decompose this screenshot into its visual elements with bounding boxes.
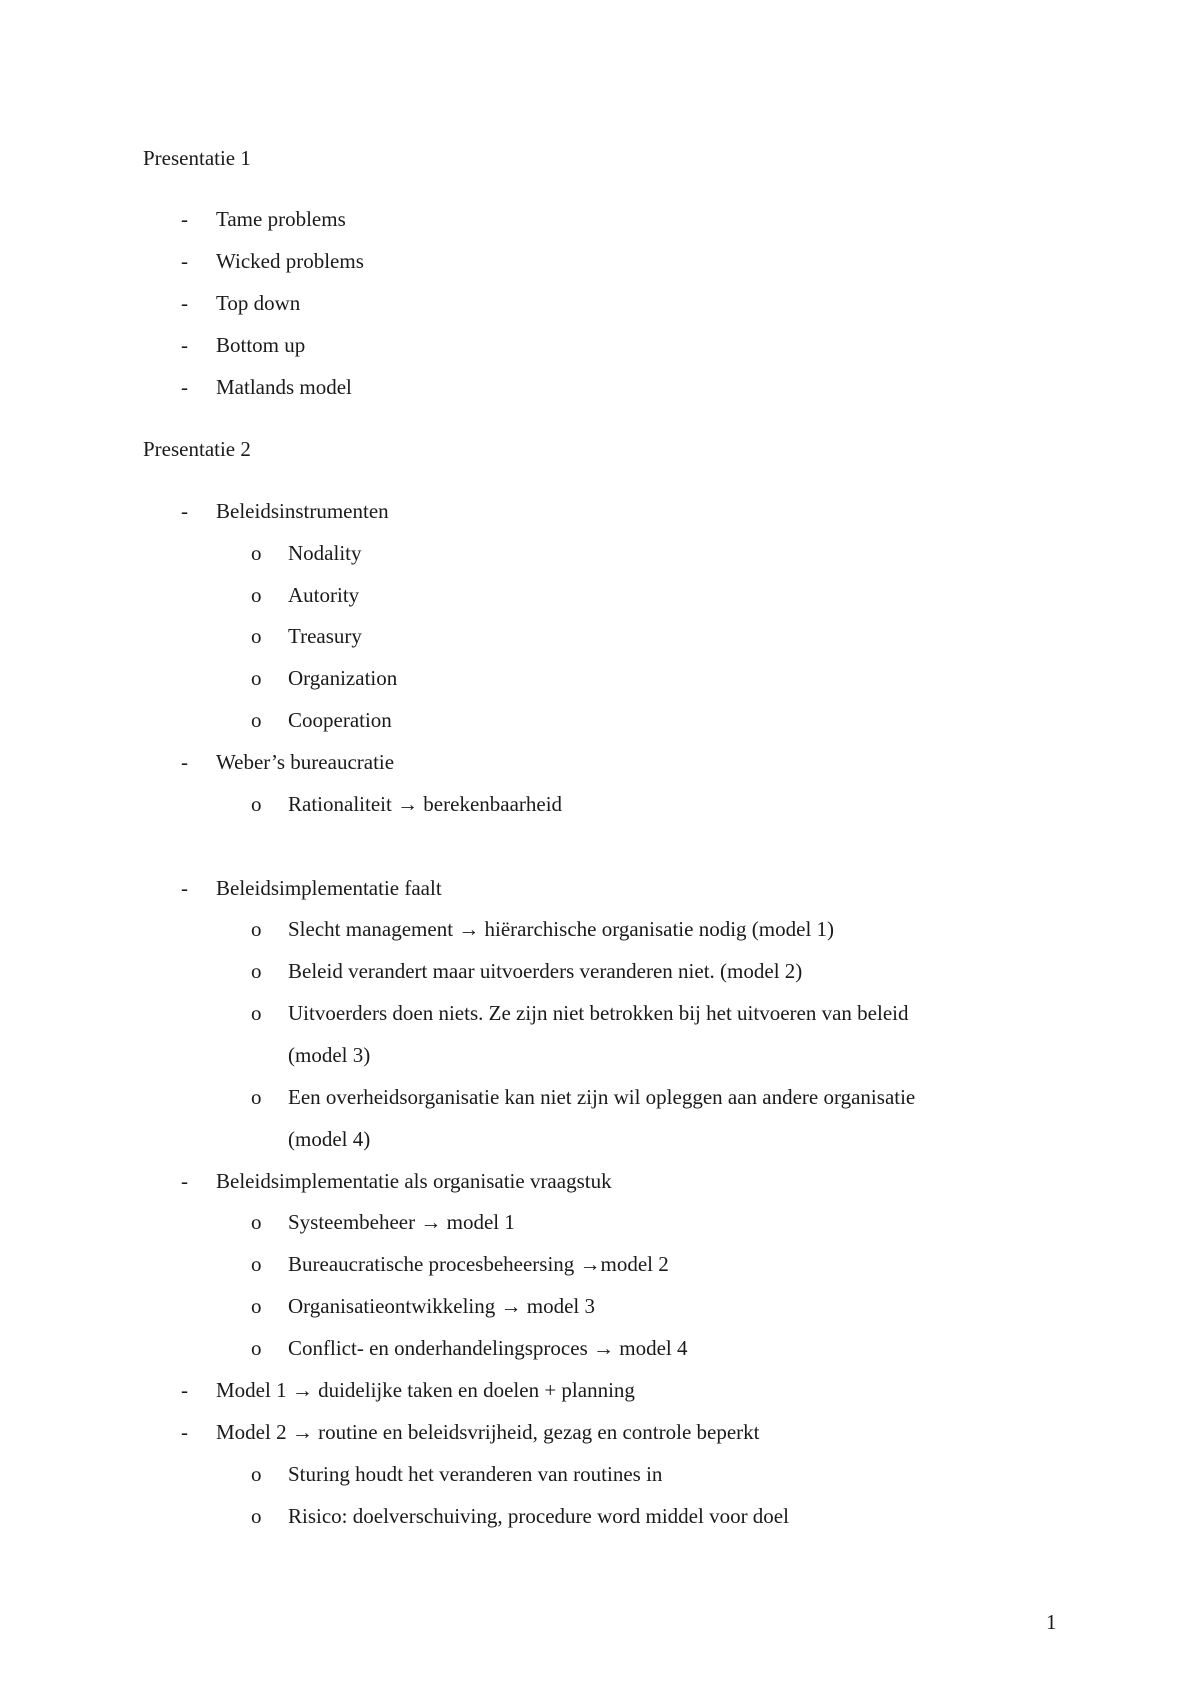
sub-list-item: Beleid verandert maar uitvoerders veranderen niet. (model 2)	[288, 959, 803, 983]
list-item: Tame problems	[216, 207, 346, 231]
list-item: Beleidsinstrumenten	[216, 499, 389, 523]
list-item: Weber’s bureaucratie	[216, 750, 395, 774]
circle-marker: o	[251, 1085, 262, 1109]
sub-list-item: Risico: doelverschuiving, procedure word middel voor doel	[288, 1504, 789, 1528]
circle-marker: o	[251, 624, 262, 648]
dash-marker: -	[181, 333, 188, 357]
dash-marker: -	[181, 750, 188, 774]
sub-list-item: Conflict- en onderhandelingsproces → model 4	[288, 1336, 688, 1360]
circle-marker: o	[251, 666, 262, 690]
list-item: Model 2 → routine en beleidsvrijheid, gezag en controle beperkt	[216, 1420, 760, 1444]
sub-list-item: Autority	[288, 583, 360, 607]
sub-list-item: Rationaliteit → berekenbaarheid	[288, 792, 563, 816]
dash-marker: -	[181, 1378, 188, 1402]
list-item: Top down	[216, 291, 301, 315]
section-heading: Presentatie 2	[143, 437, 251, 461]
circle-marker: o	[251, 1001, 262, 1025]
list-item: Wicked problems	[216, 249, 364, 273]
dash-marker: -	[181, 1169, 188, 1193]
dash-marker: -	[181, 375, 188, 399]
list-item: Beleidsimplementatie als organisatie vraagstuk	[216, 1169, 612, 1193]
circle-marker: o	[251, 917, 262, 941]
circle-marker: o	[251, 1336, 262, 1360]
sub-list-item-continuation: (model 3)	[288, 1043, 371, 1067]
circle-marker: o	[251, 959, 262, 983]
list-item: Model 1 → duidelijke taken en doelen + planning	[216, 1378, 635, 1402]
circle-marker: o	[251, 1504, 262, 1528]
sub-list-item: Slecht management → hiërarchische organisatie nodig (model 1)	[288, 917, 835, 941]
circle-marker: o	[251, 1294, 262, 1318]
dash-marker: -	[181, 207, 188, 231]
circle-marker: o	[251, 1252, 262, 1276]
sub-list-item: Treasury	[288, 624, 362, 648]
sub-list-item-continuation: (model 4)	[288, 1127, 371, 1151]
sub-list-item: Organization	[288, 666, 398, 690]
sub-list-item: Uitvoerders doen niets. Ze zijn niet betrokken bij het uitvoeren van beleid	[288, 1001, 909, 1025]
sub-list-item: Cooperation	[288, 708, 392, 732]
list-item: Matlands model	[216, 375, 352, 399]
sub-list-item: Bureaucratische procesbeheersing →model 2	[288, 1252, 669, 1276]
dash-marker: -	[181, 499, 188, 523]
sub-list-item: Een overheidsorganisatie kan niet zijn wil opleggen aan andere organisatie	[288, 1085, 916, 1109]
circle-marker: o	[251, 708, 262, 732]
sub-list-item: Nodality	[288, 541, 362, 565]
dash-marker: -	[181, 1420, 188, 1444]
circle-marker: o	[251, 583, 262, 607]
list-item: Bottom up	[216, 333, 306, 357]
section-heading: Presentatie 1	[143, 146, 251, 170]
sub-list-item: Organisatieontwikkeling → model 3	[288, 1294, 595, 1318]
list-item: Beleidsimplementatie faalt	[216, 876, 442, 900]
dash-marker: -	[181, 876, 188, 900]
circle-marker: o	[251, 1210, 262, 1234]
dash-marker: -	[181, 291, 188, 315]
sub-list-item: Sturing houdt het veranderen van routines in	[288, 1462, 663, 1486]
circle-marker: o	[251, 792, 262, 816]
circle-marker: o	[251, 1462, 262, 1486]
circle-marker: o	[251, 541, 262, 565]
dash-marker: -	[181, 249, 188, 273]
page-number: 1	[1046, 1610, 1057, 1634]
sub-list-item: Systeembeheer → model 1	[288, 1210, 515, 1234]
